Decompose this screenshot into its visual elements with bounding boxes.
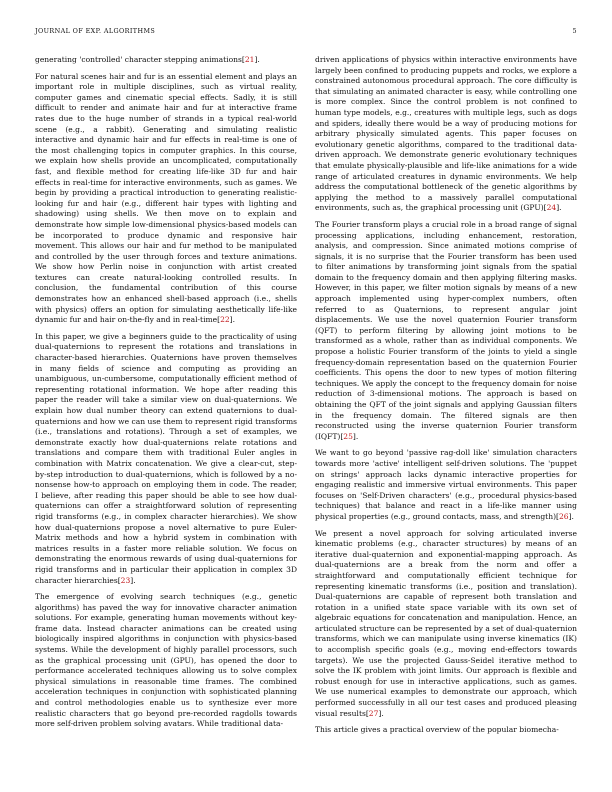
paragraph: For natural scenes hair and fur is an essential element and plays an important role in multiple disciplines, such as virtual reality, computer games and cinematic special effects. Sadly, it is still difficult to render and animate hair and fur at interactive frame rates due to the huge number of strands in a typical real-world scene (e.g., a rabbit). Generating and simulating realistic interactive and dynamic hair and fur effects in real-time is one of the most challenging topics in computer graphics. In this course, we explain how shells provide an uncomplicated, computationally fast, and flexible method for creating life-like 3D fur and hair effects in real-time for interactive environments, such as games. We begin by providing a practical introduction to generating realistic-looking fur and hair (e.g., different hair types with lighting and shadowing) using shells. We then move on to explain and demonstrate how simple low-dimensional physics-based models can be incorporated to produce dynamic and responsive hair movement. This allows our hair and fur method to be manipulated and controlled by the user through forces and texture animations. We show how Perlin noise in conjunction with artist created textures can create natural-looking controlled results. In conclusion, the fundamental contribution of this course demonstrates how an enhanced shell-based approach (i.e., shells with physics) offers an option for simulating aesthetically life-like dynamic fur and hair on-the-fly and in real-time[22]. <box>35 71 297 325</box>
citation-link[interactable]: 27 <box>368 708 379 718</box>
citation-link[interactable]: 26 <box>558 511 569 521</box>
paragraph: generating 'controlled' character stepping animations[21]. <box>35 55 260 64</box>
citation-link[interactable]: 23 <box>120 575 131 585</box>
right-column <box>315 55 577 785</box>
paragraph: The emergence of evolving search techniques (e.g., genetic algorithms) has paved the way for innovative character animation solutions. For example, generating human movements without key-frame data. Instead character animations can be created using biologically inspired algorithms in conjunction with physics-based systems. While the development of highly parallel processors, such as the graphical processing unit (GPU), has opened the door to performance accelerated techniques allowing us to solve complex physical simulations in reasonable time frames. The combined acceleration techniques in conjunction with sophisticated planning and control methodologies enable us to synthesize ever more realistic characters that go beyond pre-recorded ragdolls towards more self-driven problem solving avatars. While traditional data- <box>35 592 297 729</box>
citation-link[interactable]: 21 <box>244 55 255 64</box>
left-column <box>35 55 297 785</box>
paragraph: This article gives a practical overview of the popular biomecha- <box>315 725 559 735</box>
paragraph: The Fourier transform plays a crucial role in a broad range of signal processing applications, including enhancement, restoration, analysis, and compression. Since animated motions comprise of signals, it is no surprise that the Fourier transform has been used to filter animations by transforming joint signals from the spatial domain to the frequency domain and then applying filtering masks. However, in this paper, we filter motion signals by means of a new approach implemented using hyper-complex numbers, often referred to as Quaternions, to represent angular joint displacements. We use the novel quaternion Fourier transform (QFT) to perform filtering by allowing joint motions to be transformed as a whole, rather than as individual components. We propose a holistic Fourier transform of the joints to yield a single frequency-domain representation based on the quaternion Fourier coefficients. This opens the door to new types of motion filtering techniques. We apply the concept to the frequency domain for noise reduction of 3-dimensional motions. The approach is based on obtaining the QFT of the joint signals and applying Gaussian filters in the frequency domain. The filtered signals are then reconstructed using the inverse quaternion Fourier transform (IQFT)[25]. <box>315 219 577 441</box>
journal-title: JOURNAL OF EXP. ALGORITHMS <box>35 27 156 35</box>
citation-link[interactable]: 24 <box>546 203 557 213</box>
paragraph: We want to go beyond 'passive rag-doll like' simulation characters towards more 'active' intelligent self-driven solutions. The 'puppet on strings' approach lacks dynamic interactive properties for engaging realistic and immersive virtual environments. This paper focuses on 'Self-Driven characters' (e.g., procedural physics-based techniques) that balance and react in a life-like manner using physical properties (e.g., ground contacts, mass, and strength)[26]. <box>315 448 577 521</box>
running-header <box>35 27 577 35</box>
citation-link[interactable]: 22 <box>220 315 230 325</box>
page-number: 5 <box>572 27 577 35</box>
paragraph: We present a novel approach for solving articulated inverse kinematic problems (e.g., character structures) by means of an iterative dual-quaternion and exponential-mapping approach. As dual-quaternions are a break from the norm and offer a straightforward and computationally efficient technique for representing kinematic transforms (i.e., position and translation). Dual-quaternions are capable of represent both translation and rotation in a unified state space variable with its own set of algebraic equations for concatenation and manipulation. Hence, an articulated structure can be represented by a set of dual-quaternion transforms, which we can manipulate using inverse kinematics (IK) to accomplish specific goals (e.g., moving end-effectors towards targets). We use the projected Gauss-Seidel iterative method to solve the IK problem with joint limits. Our approach is flexible and robust enough for use in interactive applications, such as games. We use numerical examples to demonstrate our approach, which performed successfully in all our test cases and produced pleasing visual results[27]. <box>315 528 577 718</box>
paragraph: In this paper, we give a beginners guide to the practicality of using dual-quaternions to represent the rotations and translations in character-based hierarchies. Quaternions have proven themselves in many fields of science and computing as providing an unambiguous, un-cumbersome, computationally efficient method of representing rotational information. We hope after reading this paper the reader will take a similar view on dual-quaternions. We explain how dual number theory can extend quaternions to dual-quaternions and how we can use them to represent rigid transforms (i.e., translations and rotations). Through a set of examples, we demonstrate exactly how dual-quaternions relate rotations and translations and compare them with traditional Euler angles in combination with Matrix concatenation. We give a clear-cut, step-by-step introduction to dual-quaternions, which is followed by a no-nonsense how-to approach on employing them in code. The reader, I believe, after reading this paper should be able to see how dual-quaternions can offer a straightforward solution of representing rigid transforms (e.g., in complex character hierarchies). We show how dual-quaternions propose a novel alternative to pure Euler-Matrix methods and how a hybrid system in combination with matrices results in a faster more reliable solution. We focus on demonstrating the enormous rewards of using dual-quaternions for rigid transforms and in particular their application in complex 3D character hierarchies[23]. <box>35 331 297 585</box>
paragraph: driven applications of physics within interactive environments have largely been confined to producing puppets and rocks, we explore a constrained autonomous procedural approach. The core difficulty is that simulating an animated character is easy, while controlling one is more complex. Since the control problem is not confined to human type models, e.g., creatures with multiple legs, such as dogs and spiders, ideally there would be a way of producing motions for arbitrary physically simulated agents. This paper focuses on evolutionary genetic algorithms, compared to the traditional data-driven approach. We demonstrate generic evolutionary techniques that emulate physically-plausible and life-like animations for a wide range of articulated creatures in dynamic environments. We help address the computational bottleneck of the genetic algorithms by applying the method to a massively parallel computational environments, such as, the graphical processing unit (GPU)[24]. <box>315 55 577 213</box>
citation-link[interactable]: 25 <box>343 431 353 441</box>
